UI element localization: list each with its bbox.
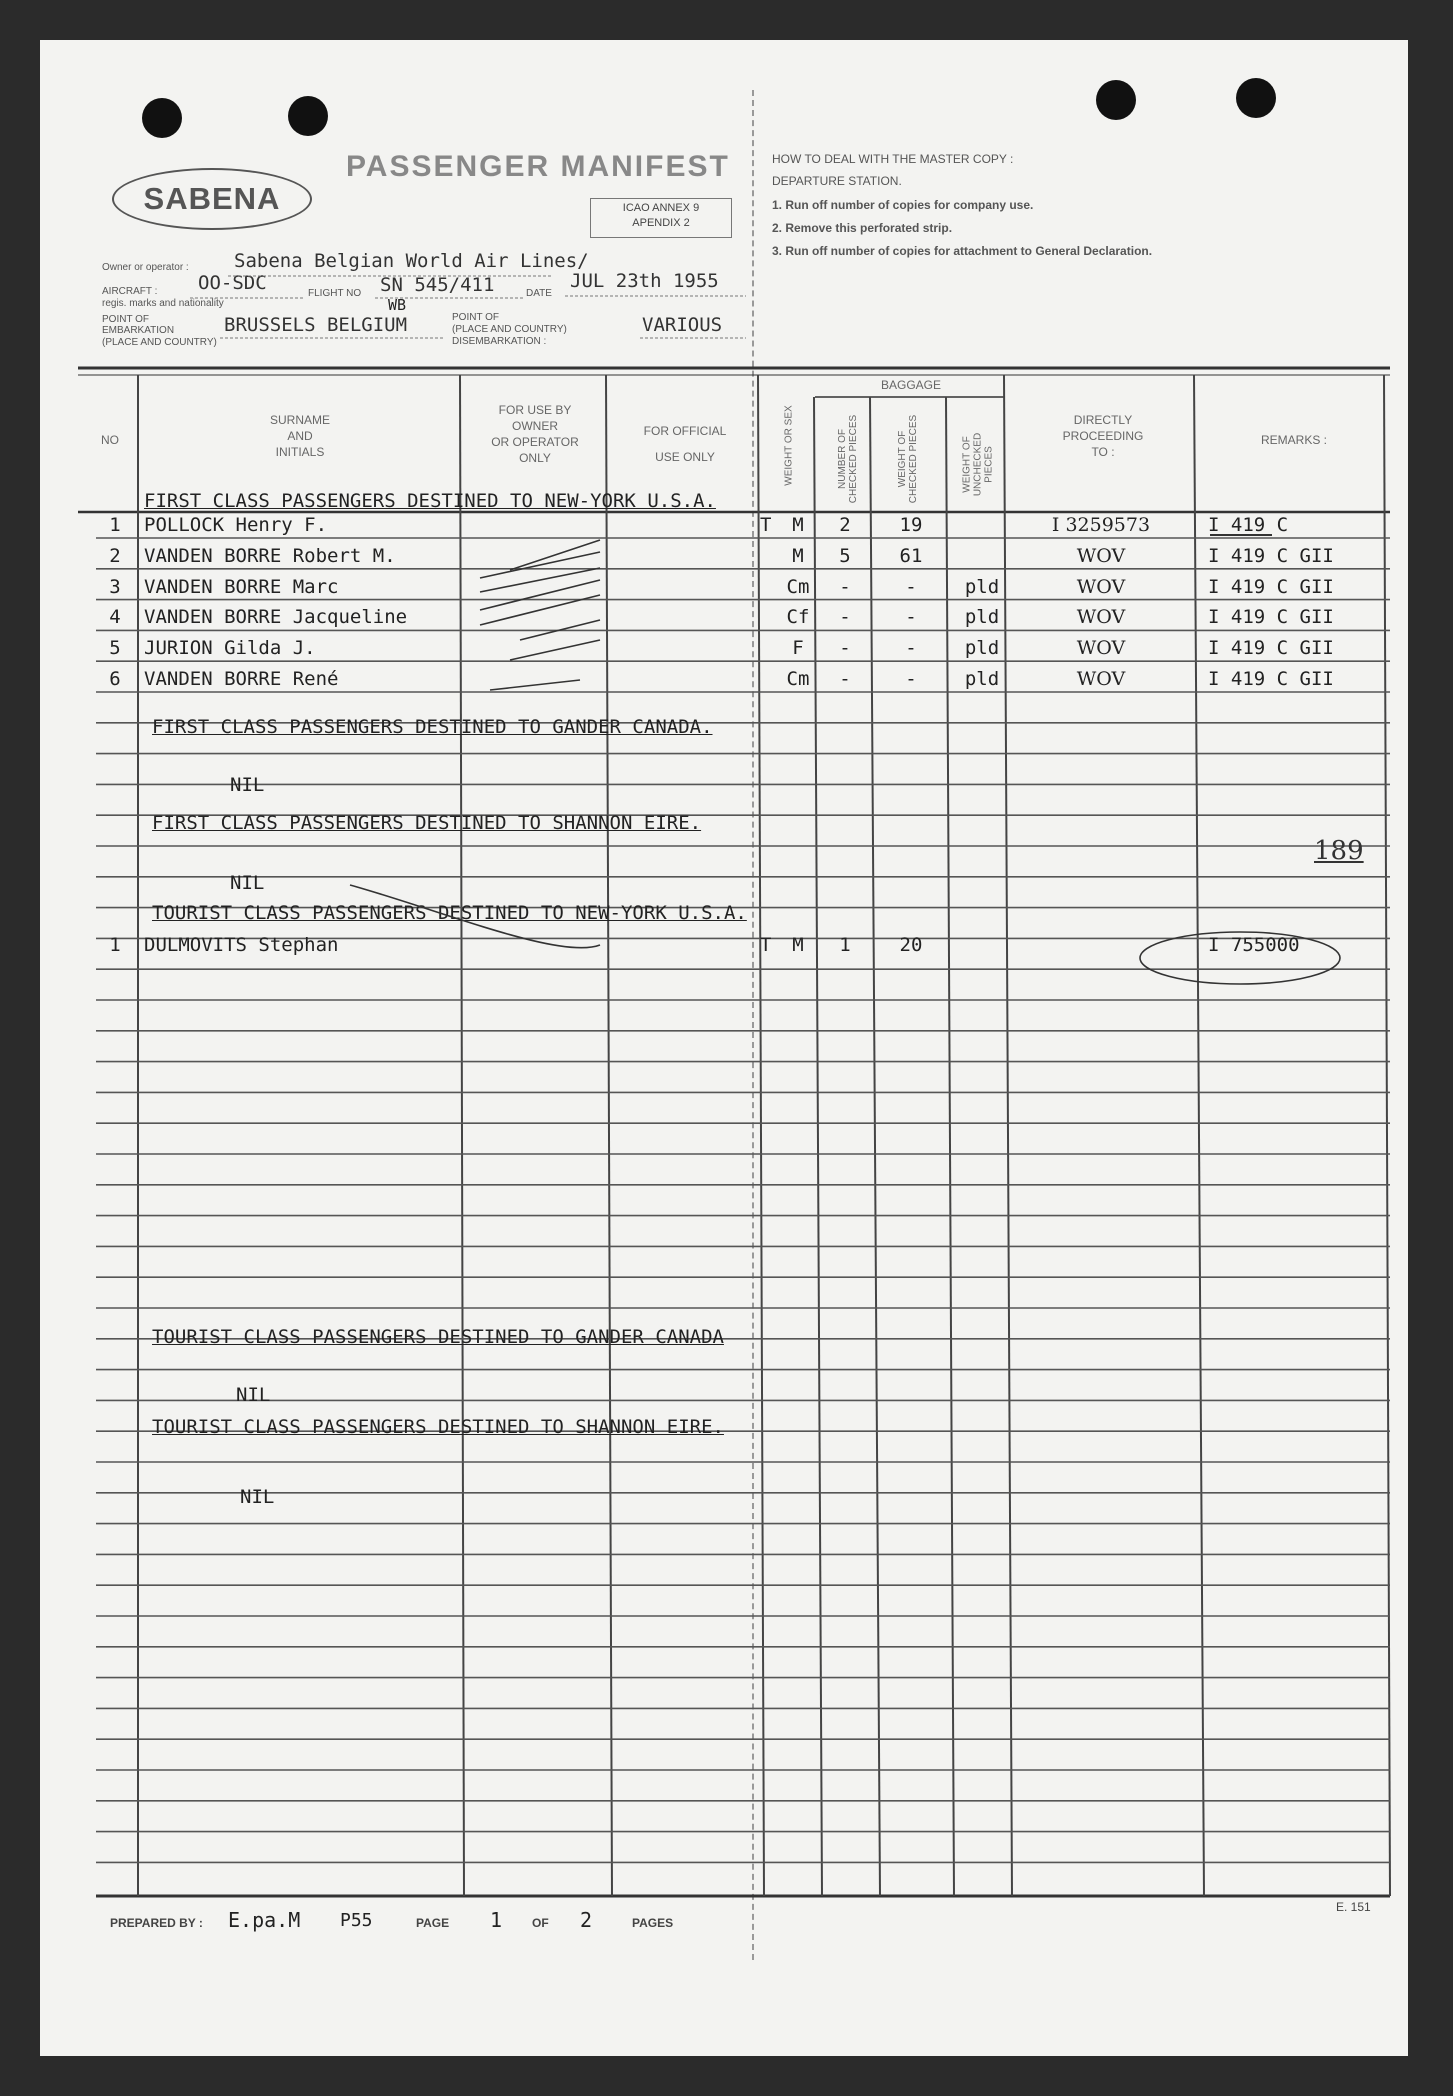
col-num-checked: NUMBER OF CHECKED PIECES — [837, 414, 859, 504]
flight-label: FLIGHT NO — [308, 288, 362, 299]
embark-label: (PLACE AND COUNTRY) — [102, 337, 217, 348]
aircraft-sub-label: regis. marks and nationality — [102, 298, 224, 309]
flight-extra: WB — [388, 296, 407, 314]
passenger-status: T — [760, 514, 772, 536]
aircraft-label: AIRCRAFT : — [102, 286, 158, 297]
passenger-no: 1 — [109, 934, 121, 956]
passenger-no: 1 — [109, 514, 121, 536]
col-official-line: FOR OFFICIAL — [643, 424, 727, 438]
passenger-sex: F — [792, 637, 804, 660]
handwritten-marks — [40, 40, 1408, 1040]
passenger-name: JURION Gilda J. — [144, 637, 316, 660]
flight-value: SN 545/411 — [380, 274, 495, 296]
proceeding-to: WOV — [1076, 575, 1126, 598]
col-surname-line: INITIALS — [275, 445, 325, 459]
remarks-value: I 755000 — [1208, 934, 1300, 956]
of-value: 2 — [580, 1908, 593, 1932]
passenger-no: 5 — [109, 637, 121, 660]
form-code: E. 151 — [1336, 1900, 1371, 1914]
proceeding-to: WOV — [1076, 544, 1126, 567]
checked-pieces: - — [839, 668, 851, 690]
embark-label: POINT OF — [102, 314, 150, 325]
checked-pieces: 1 — [839, 934, 851, 956]
nil-label: NIL — [236, 1384, 271, 1406]
embark-label: EMBARKATION — [102, 325, 175, 336]
page-label: PAGE — [416, 1916, 450, 1930]
passenger-sex: M — [792, 544, 804, 567]
disembark-label: DISEMBARKATION : — [452, 336, 547, 347]
remarks-value: I 419 C — [1208, 514, 1289, 536]
col-proceeding-line: TO : — [1091, 445, 1115, 459]
instruction-item: 3. Run off number of copies for attachment to General Declaration. — [772, 244, 1153, 258]
instructions-title: HOW TO DEAL WITH THE MASTER COPY : — [772, 152, 1014, 166]
icao-line: APENDIX 2 — [632, 217, 690, 229]
prepared-extra: P55 — [340, 1910, 373, 1931]
checked-weight: - — [905, 637, 917, 660]
page-value: 1 — [490, 1908, 503, 1932]
remarks-value: I 419 C GII — [1208, 668, 1334, 690]
passenger-sex: Cm — [786, 668, 810, 690]
passenger-name: POLLOCK Henry F. — [144, 514, 328, 536]
pages-label: PAGES — [632, 1916, 674, 1930]
passenger-no: 4 — [109, 606, 121, 629]
passenger-status: T — [760, 934, 772, 956]
passenger-name: VANDEN BORRE Marc — [144, 575, 339, 598]
nil-label: NIL — [230, 774, 265, 796]
checked-weight: 20 — [899, 934, 923, 956]
col-baggage: BAGGAGE — [880, 378, 942, 392]
passenger-no: 2 — [109, 544, 121, 567]
embark-value: BRUSSELS BELGIUM — [224, 314, 408, 336]
col-official-line: USE ONLY — [655, 450, 715, 464]
remarks-value: I 419 C GII — [1208, 637, 1334, 660]
passenger-name: VANDEN BORRE René — [144, 668, 339, 690]
page-title: PASSENGER MANIFEST — [346, 150, 730, 183]
section-heading: TOURIST CLASS PASSENGERS DESTINED TO GANDER CANADA — [152, 1326, 724, 1348]
col-owner-line: FOR USE BY — [498, 403, 572, 417]
col-surname-line: AND — [287, 429, 313, 443]
passenger-sex: Cm — [786, 575, 810, 598]
instructions-subtitle: DEPARTURE STATION. — [772, 174, 902, 188]
owner-value: Sabena Belgian World Air Lines/ — [234, 250, 589, 272]
col-no: NO — [101, 433, 119, 447]
disembark-label: POINT OF — [452, 312, 500, 323]
checked-pieces: - — [839, 575, 851, 598]
checked-pieces: 5 — [839, 544, 851, 567]
manifest-sheet — [40, 40, 1408, 2056]
passenger-sex: M — [792, 934, 804, 956]
checked-pieces: - — [839, 606, 851, 629]
passenger-sex: M — [792, 514, 804, 536]
disembark-value: VARIOUS — [642, 314, 723, 336]
instruction-item: 1. Run off number of copies for company use. — [772, 198, 1034, 212]
prepared-label: PREPARED BY : — [110, 1916, 203, 1930]
col-weight-sex: WEIGHT OR SEX — [783, 405, 795, 486]
unchecked-weight: pld — [964, 606, 1000, 629]
handwritten-number: 189 — [1314, 836, 1364, 866]
passenger-name: VANDEN BORRE Robert M. — [144, 544, 396, 567]
col-proceeding-line: PROCEEDING — [1062, 429, 1144, 443]
nil-label: NIL — [240, 1486, 275, 1508]
passenger-sex: Cf — [786, 606, 810, 629]
section-heading: TOURIST CLASS PASSENGERS DESTINED TO NEW-YORK U.S.A. — [152, 902, 747, 924]
col-weight-checked: WEIGHT OF CHECKED PIECES — [897, 414, 919, 504]
section-heading: FIRST CLASS PASSENGERS DESTINED TO GANDER CANADA. — [152, 716, 713, 738]
checked-pieces: 2 — [839, 514, 851, 536]
section-heading: FIRST CLASS PASSENGERS DESTINED TO SHANNON EIRE. — [152, 812, 702, 834]
remarks-value: I 419 C GII — [1208, 575, 1334, 598]
checked-weight: - — [905, 575, 917, 598]
col-proceeding-line: DIRECTLY — [1073, 413, 1133, 427]
checked-weight: - — [905, 668, 917, 690]
checked-weight: 19 — [899, 514, 923, 536]
proceeding-to: WOV — [1076, 668, 1126, 690]
passenger-no: 6 — [109, 668, 121, 690]
sabena-logo: SABENA — [112, 168, 312, 230]
passenger-name: VANDEN BORRE Jacqueline — [144, 606, 408, 629]
date-label: DATE — [526, 288, 552, 299]
passenger-no: 3 — [109, 575, 121, 598]
aircraft-value: OO-SDC — [198, 272, 267, 294]
col-remarks: REMARKS : — [1260, 433, 1327, 447]
disembark-label: (PLACE AND COUNTRY) — [452, 324, 567, 335]
remarks-value: I 419 C GII — [1208, 606, 1334, 629]
prepared-value: E.pa.M — [228, 1908, 301, 1932]
col-owner-line: OR OPERATOR — [491, 435, 579, 449]
instruction-item: 2. Remove this perforated strip. — [772, 221, 953, 235]
owner-label: Owner or operator : — [102, 262, 189, 273]
icao-line: ICAO ANNEX 9 — [622, 202, 700, 214]
passenger-name: DULMOVITS Stephan — [144, 934, 339, 956]
col-owner-line: ONLY — [519, 451, 551, 465]
unchecked-weight: pld — [964, 575, 1000, 598]
col-owner-line: OWNER — [512, 419, 558, 433]
checked-weight: - — [905, 606, 917, 629]
section-heading: TOURIST CLASS PASSENGERS DESTINED TO SHANNON EIRE. — [152, 1416, 724, 1438]
of-label: OF — [532, 1916, 549, 1930]
remarks-value: I 419 C GII — [1208, 544, 1334, 567]
col-weight-unchecked: WEIGHT OF UNCHECKED PIECES — [961, 432, 995, 497]
checked-pieces: - — [839, 637, 851, 660]
proceeding-to: WOV — [1076, 637, 1126, 660]
section-heading: FIRST CLASS PASSENGERS DESTINED TO NEW-YORK U.S.A. — [144, 490, 716, 512]
unchecked-weight: pld — [964, 668, 1000, 690]
col-surname-line: SURNAME — [269, 413, 330, 427]
nil-label: NIL — [230, 872, 265, 894]
proceeding-to: I 3259573 — [1051, 514, 1151, 536]
unchecked-weight: pld — [964, 637, 1000, 660]
proceeding-to: WOV — [1076, 606, 1126, 629]
checked-weight: 61 — [899, 544, 923, 567]
date-value: JUL 23th 1955 — [570, 270, 719, 292]
